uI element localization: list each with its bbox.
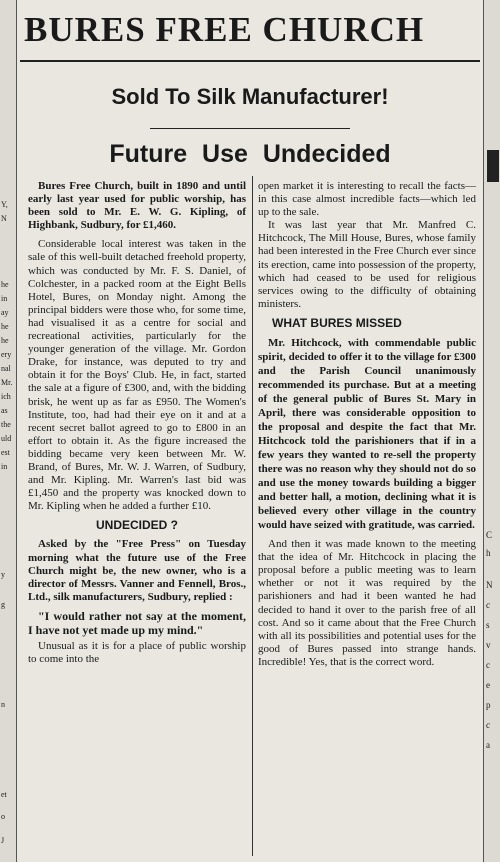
adjacent-text-fragment: N xyxy=(486,580,493,590)
headline-rule xyxy=(150,128,350,129)
adjacent-text-fragment: Y, xyxy=(1,200,8,209)
adjacent-text-fragment: nal xyxy=(1,364,11,373)
adjacent-text-fragment: C xyxy=(486,530,493,540)
section-heading: WHAT BURES MISSED xyxy=(272,315,402,330)
column-right xyxy=(258,180,476,669)
adjacent-text-fragment: v xyxy=(486,640,491,650)
adjacent-text-fragment: he xyxy=(1,280,9,289)
adjacent-text-fragment: the xyxy=(1,420,11,429)
quote-paragraph: "I would rather not say at the moment, I have not yet made up my mind." xyxy=(28,608,246,637)
body-paragraph: Considerable local interest was taken in the sale of this well-built detached freehold property, which was conducted by Mr. F. S. Daniel, of Colchester, in a packed room at the Eight Bells Hotel, Bures, on Monday night. Among the principal bidders were those who, for some time, had visualised it as a centre for social and recreational activities, particularly for the younger generation of the village. Mr. Gordon Drake, for instance, was deputed to try and obtain it for the Boys' Club. He, in fact, started the sale at a figure of £300, and, with the bidding brisk, he went up as far as £950. The Women's Institute, too, had had their eye on it and at a recent secret ballot agreed to go to £800 in an effort to obtain it. As the figure increased the bidding became very keen between Mr. W. Brand, of Bures, Mr. W. J. Warren, of Sudbury, and Mr. Kipling. Mr. Warren's last bid was £1,450 and the property was knocked down to Mr. Kipling when he added a further £10. xyxy=(28,238,246,513)
adjacent-text-fragment: e xyxy=(486,680,490,690)
adjacent-text-fragment: in xyxy=(1,462,8,471)
adjacent-text-fragment: ery xyxy=(1,350,12,359)
adjacent-text-fragment: uld xyxy=(1,434,12,443)
body-paragraph: And then it was made known to the meeting that the idea of Mr. Hitchcock in placing the proposal before a public meeting was to learn whether or not it was required by the parishioners and had it been wanted he had decided to hand it over to the parish free of all cost. And so it came about that the Free Church with all its possibilities and potential uses for the good of Bures passed into strange hands. Incredible! Yes, that is the correct word. xyxy=(258,538,476,668)
adjacent-text-fragment: he xyxy=(1,322,9,331)
adjacent-text-fragment: in xyxy=(1,294,8,303)
adjacent-text-fragment: a xyxy=(486,740,490,750)
adjacent-text-fragment: he xyxy=(1,336,9,345)
adjacent-text-fragment: c xyxy=(486,660,490,670)
adjacent-text-fragment: o xyxy=(1,812,5,821)
article xyxy=(20,0,480,862)
adjacent-text-fragment: p xyxy=(486,700,491,710)
column-left xyxy=(28,180,246,666)
headline: Sold To Silk Manufacturer! xyxy=(111,84,389,109)
adjacent-text-fragment: g xyxy=(1,600,5,609)
adjacent-text-fragment: Mr. xyxy=(1,378,13,387)
adjacent-text-fragment: c xyxy=(486,720,490,730)
body-paragraph-bold: Asked by the "Free Press" on Tuesday morning what the future use of the Free Church might be, the new owner, who is a director of Messrs. Vanner and Fennell, Bros., Ltd., silk manufacturers, Sudbury, replied : xyxy=(28,538,246,603)
body-paragraph: It was last year that Mr. Manfred C. Hitchcock, The Mill House, Bures, whose family had been interested in the Free Church ever since its erection, came into possession of the property, which had ceased to be used for religious services owing to the difficulty of obtaining ministers. xyxy=(258,219,476,310)
adjacent-text-fragment: n xyxy=(1,700,5,709)
adjacent-text-fragment: N xyxy=(1,214,7,223)
body-paragraph: open market it is interesting to recall the facts—in this case almost incredible facts—which led up to the sale. xyxy=(258,180,476,219)
adjacent-column-left-edge xyxy=(0,0,17,862)
adjacent-column-right-edge xyxy=(483,0,500,862)
adjacent-text-fragment: est xyxy=(1,448,10,457)
column-divider xyxy=(252,176,253,856)
body-paragraph-bold: Mr. Hitchcock, with commendable public spirit, decided to offer it to the village for £300 and the Parish Council unanimously recommended its purchase. But at a meeting of the general public of Bures St. Mary in April, there was considerable opposition to the proposal and despite the fact that Mr. Hitchcock told the parishioners that if in a few years they wanted to re-sell the property there was no reason why they should not do so and use the money towards building a bigger and better hall, a motion, declining what it is believed every other village in the country would have seized with gratitude, was carried. xyxy=(258,337,476,532)
body-paragraph: Unusual as it is for a place of public worship to come into the xyxy=(28,639,246,665)
adjacent-text-fragment: h xyxy=(486,548,491,558)
adjacent-text-fragment: s xyxy=(486,620,490,630)
adjacent-text-fragment: ich xyxy=(1,392,11,401)
black-bar-decoration xyxy=(487,150,499,182)
adjacent-text-fragment: c xyxy=(486,600,490,610)
adjacent-text-fragment: y xyxy=(1,570,5,579)
lead-paragraph: Bures Free Church, built in 1890 and until early last year used for public worship, has been sold to Mr. E. W. G. Kipling, of Highbank, Sudbury, for £1,460. xyxy=(28,180,246,232)
adjacent-text-fragment: et xyxy=(1,790,7,799)
masthead: BURES FREE CHURCH xyxy=(24,10,425,49)
adjacent-text-fragment: ay xyxy=(1,308,9,317)
subheadline: Future Use Undecided xyxy=(109,140,391,168)
adjacent-text-fragment: J xyxy=(1,836,5,845)
masthead-rule xyxy=(20,60,480,62)
section-heading: UNDECIDED ? xyxy=(95,518,178,533)
adjacent-text-fragment: as xyxy=(1,406,8,415)
